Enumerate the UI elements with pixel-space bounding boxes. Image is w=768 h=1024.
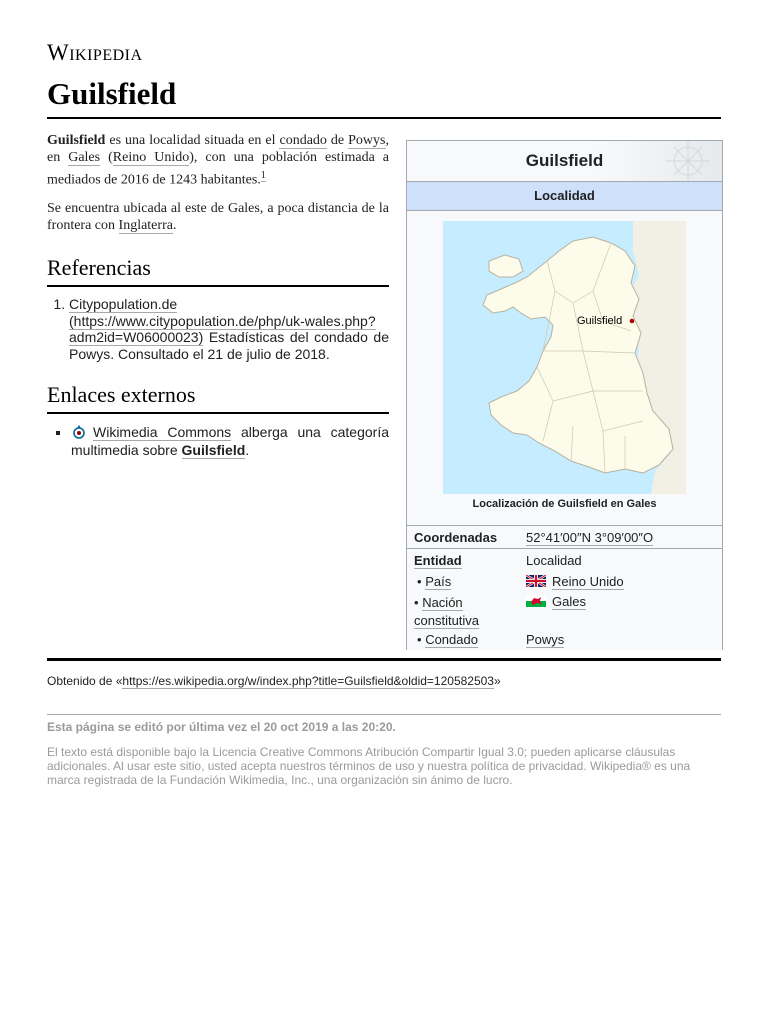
license-text: El texto está disponible bajo la Licencia Creative Commons Atribución Compartir Igual 3.0; pueden aplicarse cláusulas adicionales. Al usar este sitio, usted acepta nuestros términos de uso y nuestra política de privacidad. Wikipedia® es una marca registrada de la Fundación Wikimedia, Inc., una organización sin ánimo de lucro.	[47, 745, 691, 787]
gales-link[interactable]: Gales	[552, 594, 586, 609]
link-powys[interactable]: Powys	[348, 133, 386, 148]
intro-bold-title: Guilsfield	[47, 133, 106, 148]
location-map[interactable]	[443, 221, 686, 494]
last-edited: Esta página se editó por última vez el 20 oct 2019 a las 20:20.	[47, 720, 396, 734]
footer-divider	[47, 714, 721, 715]
reference-superscript[interactable]: 1	[260, 169, 266, 181]
wikimedia-commons-link[interactable]: Wikimedia Commons	[93, 424, 232, 440]
entidad-link[interactable]: Entidad	[414, 553, 462, 568]
guilsfield-marker	[630, 319, 635, 324]
location-paragraph: Se encuentra ubicada al este de Gales, a poca distancia de la frontera con Inglaterra.	[47, 200, 389, 234]
references-list	[47, 296, 389, 362]
page-title: Guilsfield	[47, 76, 177, 111]
intro-paragraph: Guilsfield es una localidad situada en el condado de Powys, en Gales (Reino Unido), con una población estimada a mediados de 2016 de 1243 habitantes.$^1$	[47, 133, 389, 188]
nacion-link[interactable]: Nación constitutiva	[414, 595, 480, 628]
powys-link[interactable]: Powys	[526, 632, 565, 647]
link-condado[interactable]: condado	[279, 133, 327, 148]
guilsfield-commons-link[interactable]: Guilsfield	[181, 442, 246, 458]
link-gales[interactable]: Gales	[68, 150, 101, 166]
content-bottom-rule	[47, 658, 721, 661]
wikipedia-logo[interactable]	[47, 40, 143, 66]
infobox-title: Guilsfield	[407, 141, 722, 181]
retrieved-from: Obtenido de «https://es.wikipedia.org/w/index.php?title=Guilsfield&oldid=120582503»	[47, 674, 501, 688]
reference-item: 1. Citypopulation.de (https://www.citypopulation.de/php/uk-wales.php?adm2id=W06000023) Estadísticas del condado de Powys. Consultado el 21 de julio de 2018.	[69, 296, 389, 362]
compass-rose-icon	[646, 141, 716, 181]
permanent-link[interactable]: https://es.wikipedia.org/w/index.php?title=Guilsfield&oldid=120582503	[122, 674, 494, 688]
enlaces-section	[47, 382, 389, 414]
wales-flag-icon	[526, 595, 546, 607]
external-links-list	[47, 423, 389, 459]
infobox-divider	[407, 525, 722, 526]
citypopulation-link[interactable]: Citypopulation.de (https://www.citypopulation.de/php/uk-wales.php?adm2id=W06000023)	[69, 296, 376, 345]
article-body	[47, 132, 389, 246]
map-place-label: Guilsfield	[577, 315, 623, 327]
infobox-divider-2	[407, 548, 722, 549]
infobox: Guilsfield Localidad Guilsfield Localización de Guilsfield en Gales Coordenadas 52°41′00″N 3°09′00″O Entidad Localidad • País Reino Unido • Nación constitutiva Gales • Condado Powys	[406, 140, 723, 650]
link-reino-unido[interactable]: Reino Unido	[112, 150, 190, 166]
reino-unido-link[interactable]: Reino Unido	[552, 574, 624, 589]
wikimedia-commons-icon	[71, 424, 87, 440]
referencias-heading: Referencias	[47, 255, 389, 287]
condado-link[interactable]: Condado	[425, 632, 478, 647]
enlaces-heading: Enlaces externos	[47, 382, 389, 414]
pais-link[interactable]: País	[425, 574, 452, 589]
uk-flag-icon	[526, 575, 546, 587]
infobox-subtitle: Localidad	[407, 181, 722, 211]
map-caption: Localización de Guilsfield en Gales	[472, 498, 657, 510]
title-divider	[47, 117, 721, 119]
commons-item: ▪ Wikimedia Commons alberga una categoría multimedia sobre Guilsfield.	[71, 423, 389, 459]
coordinates-link[interactable]: 52°41′00″N 3°09′00″O	[526, 530, 654, 545]
link-inglaterra[interactable]: Inglaterra	[118, 218, 173, 234]
referencias-section	[47, 255, 389, 287]
logo-text: Wikipedia	[47, 40, 143, 65]
